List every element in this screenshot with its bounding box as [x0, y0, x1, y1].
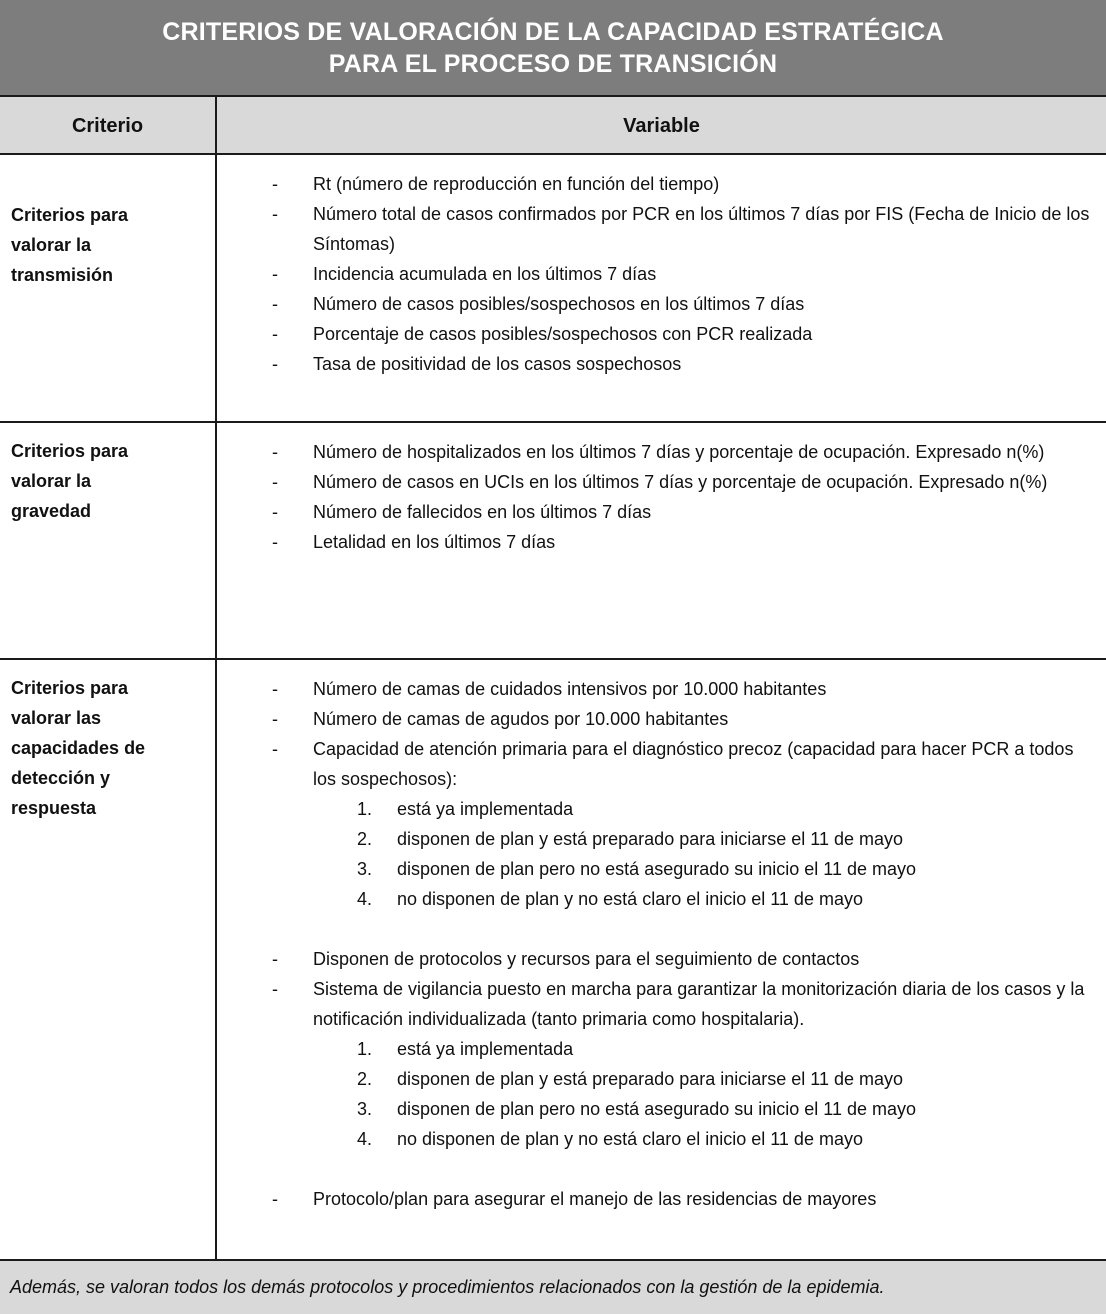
list-item	[217, 259, 1106, 289]
list-item	[217, 289, 1106, 319]
criterio-line: gravedad	[11, 501, 92, 521]
list-item	[217, 1184, 1106, 1214]
list-item-text: Número de camas de agudos por 10.000 habitantes	[313, 709, 729, 729]
list-item	[217, 527, 1106, 557]
table-row-capacidades	[0, 660, 1106, 1261]
numbered-item	[217, 824, 1106, 854]
list-item	[217, 944, 1106, 974]
numbered-item-text: disponen de plan y está preparado para iniciarse el 11 de mayo	[397, 1069, 903, 1089]
list-item	[217, 169, 1106, 199]
list-item	[217, 349, 1106, 379]
criterio-line: Criterios para	[11, 205, 129, 225]
list-item-text: Letalidad en los últimos 7 días	[313, 532, 556, 552]
bullet-dash: -	[272, 949, 278, 969]
footer-note: Además, se valoran todos los demás protocolos y procedimientos relacionados con la gestión de la epidemia.	[0, 1261, 1106, 1314]
item-number: 1.	[357, 1039, 373, 1059]
criterio-line: valorar las	[11, 708, 102, 728]
list-item-text: Incidencia acumulada en los últimos 7 días	[313, 264, 657, 284]
list-item-text: Protocolo/plan para asegurar el manejo de las residencias de mayores	[313, 1189, 877, 1209]
criterio-line: Criterios para	[11, 441, 129, 461]
bullet-dash: -	[272, 204, 278, 224]
bullet-dash: -	[272, 472, 278, 492]
numbered-item	[217, 1124, 1106, 1154]
bullet-dash: -	[272, 442, 278, 462]
list-item-text: Porcentaje de casos posibles/sospechosos con PCR realizada	[313, 324, 813, 344]
list-item-text: Disponen de protocolos y recursos para el seguimiento de contactos	[313, 949, 860, 969]
bullet-dash: -	[272, 709, 278, 729]
list-item	[217, 674, 1106, 704]
list-item	[217, 974, 1106, 1034]
bullet-dash: -	[272, 532, 278, 552]
bullet-dash: -	[272, 979, 278, 999]
variable-cell	[217, 155, 1106, 379]
list-item-text: Rt (número de reproducción en función del tiempo)	[313, 174, 720, 194]
criterio-line: Criterios para	[11, 678, 129, 698]
column-header-variable: Variable	[217, 97, 1106, 155]
list-item	[217, 199, 1106, 259]
numbered-item	[217, 1094, 1106, 1124]
list-item-text: Número de hospitalizados en los últimos 7 días y porcentaje de ocupación. Expresado n(%)	[313, 442, 1045, 462]
numbered-item	[217, 854, 1106, 884]
item-number: 3.	[357, 859, 373, 879]
bullet-dash: -	[272, 502, 278, 522]
list-item	[217, 704, 1106, 734]
criterio-line: valorar la	[11, 235, 92, 255]
numbered-item-text: no disponen de plan y no está claro el inicio el 11 de mayo	[397, 1129, 863, 1149]
list-item	[217, 319, 1106, 349]
criterio-cell	[0, 423, 217, 658]
criterio-cell	[0, 155, 217, 421]
list-item	[217, 497, 1106, 527]
numbered-item	[217, 794, 1106, 824]
item-number: 1.	[357, 799, 373, 819]
numbered-item	[217, 1034, 1106, 1064]
bullet-dash: -	[272, 739, 278, 759]
numbered-item-text: no disponen de plan y no está claro el inicio el 11 de mayo	[397, 889, 863, 909]
numbered-item	[217, 884, 1106, 914]
item-number: 2.	[357, 1069, 373, 1089]
list-item-text: Capacidad de atención primaria para el diagnóstico precoz (capacidad para hacer PCR a todos los sospechosos):	[313, 739, 1074, 789]
numbered-item-text: disponen de plan pero no está asegurado su inicio el 11 de mayo	[397, 859, 917, 879]
bullet-dash: -	[272, 354, 278, 374]
list-item-text: Número total de casos confirmados por PCR en los últimos 7 días por FIS (Fecha de Inicio de los Síntomas)	[313, 204, 1090, 254]
spacer	[217, 1154, 1106, 1184]
variable-cell	[217, 660, 1106, 1214]
criterio-line: capacidades de	[11, 738, 146, 758]
criterio-cell	[0, 660, 217, 1259]
bullet-dash: -	[272, 1189, 278, 1209]
list-item-text: Sistema de vigilancia puesto en marcha para garantizar la monitorización diaria de los casos y la notificación individualizada (tanto primaria como hospitalaria).	[313, 979, 1085, 1029]
bullet-dash: -	[272, 679, 278, 699]
numbered-item-text: disponen de plan pero no está asegurado su inicio el 11 de mayo	[397, 1099, 917, 1119]
numbered-item-text: está ya implementada	[397, 799, 574, 819]
bullet-dash: -	[272, 324, 278, 344]
bullet-dash: -	[272, 294, 278, 314]
title-line-2: PARA EL PROCESO DE TRANSICIÓN	[328, 50, 778, 78]
criterio-line: respuesta	[11, 798, 97, 818]
item-number: 4.	[357, 1129, 373, 1149]
numbered-item-text: disponen de plan y está preparado para iniciarse el 11 de mayo	[397, 829, 903, 849]
list-item-text: Número de camas de cuidados intensivos por 10.000 habitantes	[313, 679, 827, 699]
list-item	[217, 467, 1106, 497]
list-item	[217, 437, 1106, 467]
bullet-dash: -	[272, 174, 278, 194]
list-item-text: Tasa de positividad de los casos sospechosos	[313, 354, 682, 374]
list-item-text: Número de casos posibles/sospechosos en los últimos 7 días	[313, 294, 805, 314]
table-row-transmision	[0, 155, 1106, 423]
variable-cell	[217, 423, 1106, 557]
column-header-criterio: Criterio	[0, 97, 217, 155]
numbered-item	[217, 1064, 1106, 1094]
item-number: 3.	[357, 1099, 373, 1119]
spacer	[217, 914, 1106, 944]
title-line-1: CRITERIOS DE VALORACIÓN DE LA CAPACIDAD ESTRATÉGICA	[162, 18, 944, 46]
criterio-line: valorar la	[11, 471, 92, 491]
table-title	[0, 0, 1106, 97]
bullet-dash: -	[272, 264, 278, 284]
list-item-text: Número de casos en UCIs en los últimos 7 días y porcentaje de ocupación. Expresado n(%)	[313, 472, 1048, 492]
item-number: 4.	[357, 889, 373, 909]
item-number: 2.	[357, 829, 373, 849]
list-item	[217, 734, 1106, 794]
numbered-item-text: está ya implementada	[397, 1039, 574, 1059]
list-item-text: Número de fallecidos en los últimos 7 días	[313, 502, 652, 522]
criterio-line: transmisión	[11, 265, 114, 285]
criterio-line: detección y	[11, 768, 111, 788]
table-row-gravedad	[0, 423, 1106, 660]
